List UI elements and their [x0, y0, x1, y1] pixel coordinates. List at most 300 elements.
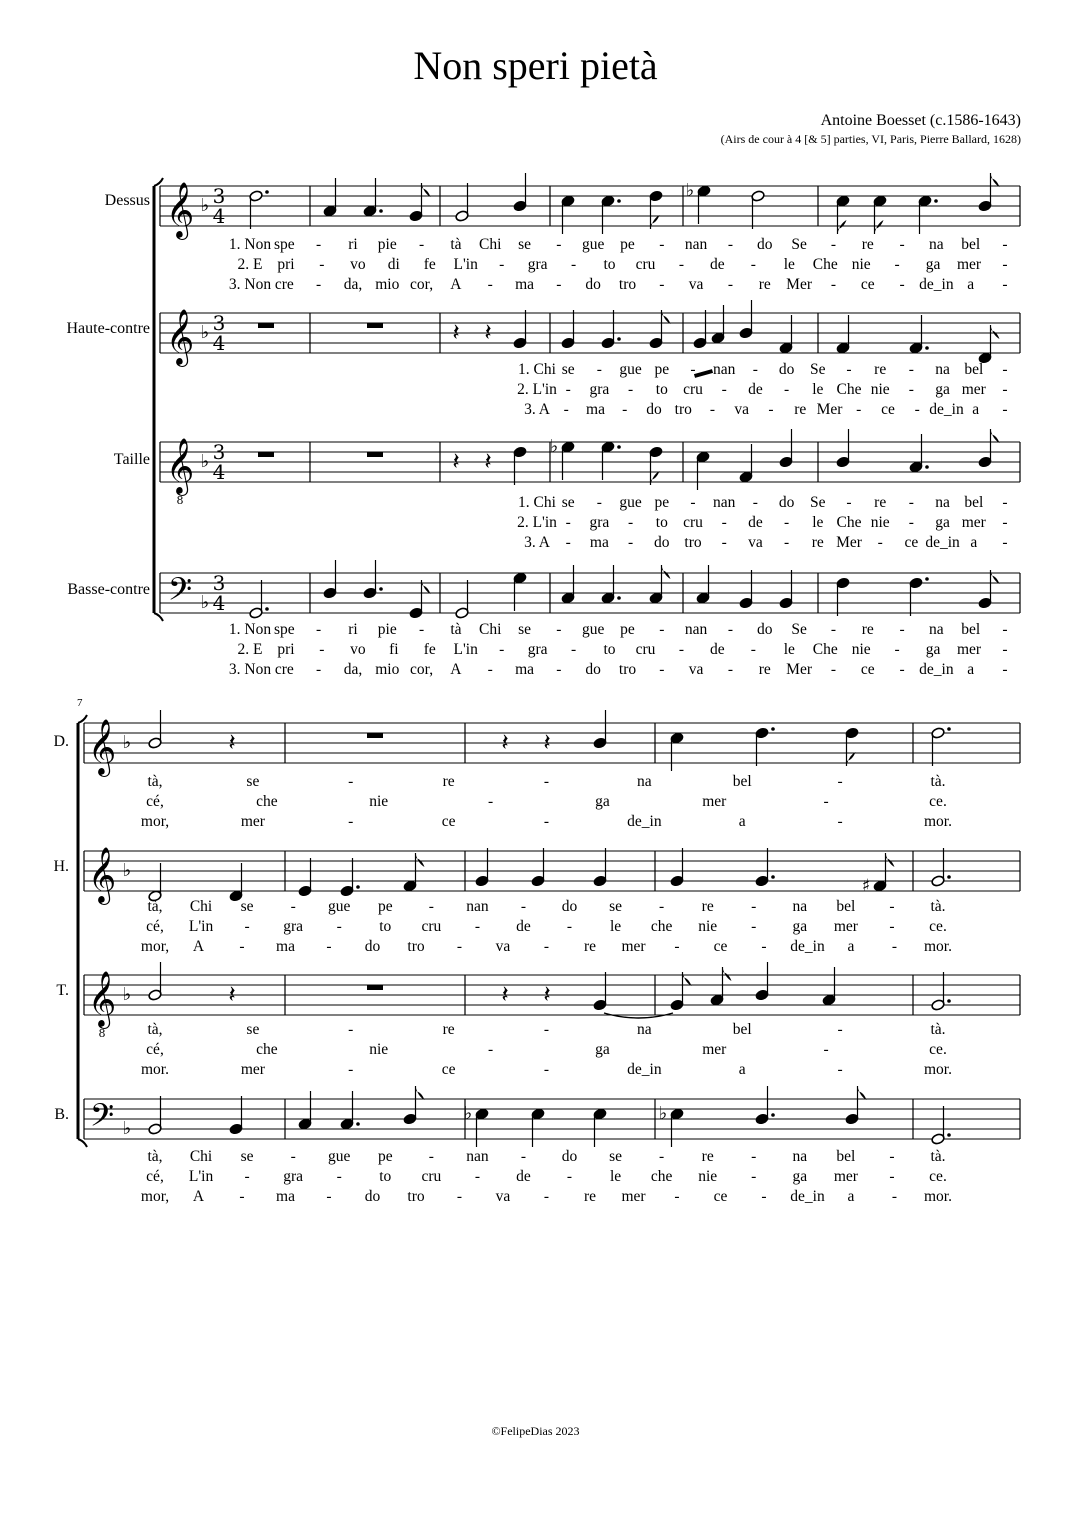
lyric-syllable: Mer	[786, 661, 812, 678]
lyric-syllable: gue	[328, 898, 351, 915]
lyric-syllable: pe	[377, 1148, 393, 1165]
key-signature-flat: ♭	[200, 592, 210, 613]
lyric-syllable: -	[316, 621, 322, 638]
lyric-syllable: nie	[870, 514, 890, 531]
note-flag	[651, 215, 660, 229]
lyric-syllable: de_in	[925, 534, 960, 551]
lyric-syllable: mer	[956, 256, 982, 273]
augmentation-dot	[771, 1113, 775, 1117]
lyric-syllable: de_in	[919, 661, 954, 678]
lyric-syllable: -	[721, 534, 727, 551]
lyric-syllable: tro	[684, 534, 702, 551]
quarter-rest: 𝄽	[501, 728, 509, 756]
augmentation-dot	[379, 587, 383, 591]
lyric-syllable: -	[543, 1021, 550, 1038]
lyric-syllable: -	[674, 1188, 680, 1205]
lyric-syllable: -	[899, 661, 905, 678]
augmentation-dot	[617, 199, 621, 203]
quarter-rest: 𝄽	[484, 447, 492, 475]
lyric-syllable: de_in	[790, 1188, 825, 1205]
lyric-syllable: -	[565, 534, 571, 551]
lyric-syllable: de	[516, 918, 531, 935]
lyric-syllable: se	[518, 621, 531, 638]
augmentation-dot	[925, 465, 929, 469]
lyric-syllable: -	[1002, 236, 1008, 253]
lyric-syllable: -	[239, 1188, 245, 1205]
lyric-syllable: -	[487, 793, 494, 810]
lyric-syllable: -	[628, 534, 634, 551]
bracket-bottom	[154, 613, 163, 621]
lyric-syllable: -	[487, 276, 493, 293]
lyric-syllable: -	[628, 514, 634, 531]
lyric-syllable: gue	[619, 361, 642, 378]
lyric-syllable: mor.	[924, 938, 952, 955]
lyric-syllable: gue	[581, 621, 605, 638]
lyric-syllable: -	[596, 361, 602, 378]
lyric-syllable: cre	[274, 276, 294, 293]
lyric-syllable: va	[734, 401, 750, 418]
lyric-syllable: -	[565, 381, 571, 398]
lyric-syllable: mor,	[140, 1188, 170, 1205]
lyric-syllable: mor,	[140, 813, 170, 830]
lyric-syllable: -	[556, 236, 562, 253]
lyric-syllable: de_in	[627, 813, 662, 830]
lyric-syllable: -	[1002, 621, 1008, 638]
lyric-syllable: re	[874, 494, 887, 511]
lyric-syllable: de	[748, 381, 763, 398]
time-signature-denominator: 4	[212, 331, 226, 355]
lyric-syllable: tà.	[930, 773, 946, 790]
lyric-syllable: -	[837, 1021, 843, 1038]
lyric-syllable: -	[894, 256, 900, 273]
lyric-syllable: tà,	[147, 1148, 163, 1165]
lyric-syllable: -	[290, 1148, 296, 1165]
lyric-syllable: gra	[283, 918, 304, 935]
lyric-syllable: tà,	[147, 898, 163, 915]
key-signature-flat: ♭	[200, 322, 210, 343]
lyric-syllable: A	[192, 1188, 205, 1205]
lyric-syllable: -	[244, 918, 250, 935]
copyright-footer: ©FelipeDias 2023	[491, 1424, 580, 1438]
lyric-syllable: -	[474, 918, 480, 935]
lyric-syllable: -	[1002, 494, 1008, 511]
lyric-syllable: cé,	[146, 1168, 164, 1185]
lyric-syllable: di	[387, 256, 400, 273]
lyric-syllable: L'in	[188, 918, 214, 935]
lyric-syllable: -	[487, 1041, 494, 1058]
lyric-syllable: -	[899, 236, 905, 253]
lyric-syllable: tro	[618, 661, 637, 678]
lyric-syllable: -	[830, 236, 836, 253]
lyric-syllable: -	[1002, 381, 1008, 398]
note-flag	[422, 183, 431, 197]
lyric-syllable: pie	[377, 236, 397, 253]
lyric-syllable: -	[348, 773, 354, 790]
lyric-syllable: -	[830, 661, 836, 678]
lyric-syllable: gue	[619, 494, 642, 511]
lyric-syllable: -	[752, 494, 758, 511]
lyric-syllable: Se	[810, 361, 826, 378]
lyric-syllable: nie	[870, 381, 890, 398]
lyric-syllable: a	[967, 661, 975, 678]
note-flag	[662, 310, 671, 324]
lyric-syllable: va	[688, 661, 704, 678]
lyric-syllable: tro	[407, 938, 425, 955]
lyric-syllable: -	[894, 641, 900, 658]
lyric-syllable: re	[758, 276, 771, 293]
lyric-syllable: ce.	[929, 1041, 947, 1058]
lyric-syllable: do	[646, 401, 662, 418]
lyric-syllable: -	[761, 1188, 767, 1205]
lyric-syllable: na	[935, 494, 950, 511]
key-signature-flat: ♭	[200, 451, 210, 472]
lyric-syllable: -	[244, 1168, 250, 1185]
note-flag	[991, 570, 1000, 584]
lyric-syllable: vo	[350, 641, 366, 658]
lyric-syllable: -	[556, 621, 562, 638]
lyric-syllable: bel	[836, 1148, 856, 1165]
lyric-syllable: a	[847, 938, 855, 955]
flat-sign: ♭	[658, 1103, 668, 1124]
lyric-syllable: ri	[348, 621, 358, 638]
lyric-syllable: de_in	[919, 276, 954, 293]
lyric-syllable: pe	[620, 621, 635, 638]
lyric-syllable: ce	[860, 276, 875, 293]
lyric-syllable: fe	[423, 641, 436, 658]
augmentation-dot	[379, 209, 383, 213]
lyric-syllable: to	[655, 381, 668, 398]
lyric-syllable: se	[240, 898, 254, 915]
lyric-syllable: re	[583, 938, 597, 955]
quarter-rest: 𝄽	[452, 318, 460, 346]
lyric-syllable: 2. E	[237, 641, 263, 658]
lyric-syllable: -	[899, 621, 905, 638]
lyric-syllable: -	[622, 401, 628, 418]
lyric-syllable: cor,	[410, 661, 434, 678]
lyric-syllable: 1. Chi	[518, 361, 556, 378]
lyric-syllable: -	[520, 898, 527, 915]
lyric-syllable: se	[609, 1148, 623, 1165]
lyric-syllable: -	[727, 661, 734, 678]
lyric-syllable: -	[563, 401, 569, 418]
lyric-syllable: ga	[595, 793, 610, 810]
note-flag	[416, 853, 425, 867]
note-flag	[683, 972, 692, 986]
treble-clef: 𝄞	[87, 719, 117, 775]
lyric-syllable: -	[727, 621, 734, 638]
augmentation-dot	[947, 875, 951, 879]
lyric-syllable: le	[783, 641, 795, 658]
lyric-syllable: -	[556, 661, 562, 678]
lyric-syllable: to	[379, 918, 392, 935]
lyric-syllable: mer	[621, 938, 646, 955]
lyric-syllable: se	[561, 494, 575, 511]
lyric-syllable: na	[929, 236, 944, 253]
lyric-syllable: do	[561, 1148, 578, 1165]
lyric-syllable: -	[543, 813, 550, 830]
quarter-rest: 𝄽	[484, 318, 492, 346]
whole-rest	[367, 452, 383, 457]
sharp-sign: ♯	[861, 876, 871, 896]
lyric-syllable: -	[520, 1148, 527, 1165]
lyric-syllable: -	[751, 1168, 757, 1185]
lyric-syllable: ma	[515, 661, 534, 678]
lyric-syllable: ce.	[929, 918, 947, 935]
lyric-syllable: do	[757, 621, 773, 638]
lyric-syllable: -	[856, 401, 862, 418]
lyric-syllable: Se	[791, 236, 807, 253]
note-flag	[858, 1086, 867, 1100]
lyric-syllable: -	[877, 534, 883, 551]
lyric-syllable: tro	[407, 1188, 425, 1205]
augmentation-dot	[356, 885, 360, 889]
lyric-syllable: -	[1002, 256, 1008, 273]
lyric-syllable: va	[495, 1188, 511, 1205]
lyric-syllable: -	[837, 773, 843, 790]
lyric-syllable: pie	[377, 621, 397, 638]
lyric-syllable: se	[246, 773, 260, 790]
lyric-syllable: -	[570, 641, 577, 658]
augmentation-dot	[771, 727, 775, 731]
note-flag	[991, 429, 1000, 443]
whole-rest	[367, 985, 383, 990]
lyric-syllable: cru	[683, 514, 703, 531]
treble-clef: 𝄞	[87, 847, 117, 903]
lyric-syllable: -	[348, 1061, 354, 1078]
lyric-syllable: L'in	[453, 641, 478, 658]
page-title: Non speri pietà	[413, 43, 658, 88]
lyric-syllable: re	[442, 773, 455, 790]
lyric-syllable: gue	[328, 1148, 351, 1165]
lyric-syllable: -	[1002, 534, 1008, 551]
lyric-syllable: -	[499, 641, 505, 658]
lyric-syllable: nie	[369, 793, 389, 810]
lyric-syllable: nie	[698, 918, 718, 935]
lyric-syllable: pe	[620, 236, 635, 253]
augmentation-dot	[934, 199, 938, 203]
lyric-syllable: to	[603, 256, 616, 273]
lyric-syllable: ma	[589, 534, 609, 551]
lyric-syllable: mer	[961, 514, 986, 531]
lyric-syllable: -	[678, 256, 685, 273]
lyric-syllable: mor.	[924, 813, 952, 830]
lyric-syllable: nie	[698, 1168, 718, 1185]
lyric-syllable: do	[654, 534, 670, 551]
source-credit: (Airs de cour à 4 [& 5] parties, VI, Paris, Pierre Ballard, 1628)	[720, 132, 1021, 146]
lyric-syllable: na	[792, 898, 808, 915]
augmentation-dot	[947, 1133, 951, 1137]
lyric-syllable: na	[935, 361, 950, 378]
treble-clef: 𝄞	[87, 971, 117, 1027]
lyric-syllable: -	[628, 381, 634, 398]
lyric-syllable: tà	[450, 236, 462, 253]
note-flag	[847, 752, 856, 766]
lyric-syllable: -	[908, 494, 914, 511]
lyric-syllable: na	[792, 1148, 808, 1165]
lyric-syllable: ri	[348, 236, 358, 253]
key-signature-flat: ♭	[122, 984, 132, 1005]
lyric-syllable: nan	[712, 494, 736, 511]
lyric-syllable: to	[655, 514, 668, 531]
lyric-syllable: -	[889, 1168, 895, 1185]
lyric-syllable: re	[701, 898, 714, 915]
lyric-syllable: -	[690, 494, 696, 511]
lyric-syllable: 2. L'in	[517, 381, 557, 398]
lyric-syllable: -	[570, 256, 577, 273]
augmentation-dot	[617, 445, 621, 449]
lyric-syllable: cru	[421, 1168, 442, 1185]
lyric-syllable: nie	[369, 1041, 389, 1058]
time-signature-denominator: 4	[212, 591, 226, 615]
lyric-syllable: -	[659, 621, 665, 638]
quarter-rest: 𝄽	[543, 980, 551, 1008]
quarter-rest: 𝄽	[228, 980, 236, 1008]
lyric-syllable: -	[326, 1188, 332, 1205]
note-flag	[723, 967, 732, 981]
lyric-syllable: tà.	[930, 1021, 946, 1038]
lyric-syllable: -	[290, 898, 296, 915]
lyric-syllable: a	[738, 1061, 746, 1078]
lyric-syllable: mer	[833, 918, 858, 935]
lyric-syllable: che	[256, 793, 278, 810]
lyric-syllable: mer	[961, 381, 986, 398]
lyric-syllable: tà.	[930, 1148, 946, 1165]
lyric-syllable: -	[674, 938, 680, 955]
quarter-rest: 𝄽	[543, 728, 551, 756]
lyric-syllable: do	[778, 494, 795, 511]
lyric-syllable: ma	[515, 276, 534, 293]
lyric-syllable: do	[585, 661, 601, 678]
lyric-syllable: do	[364, 1188, 381, 1205]
bracket-bottom	[78, 1139, 87, 1147]
part-abbr-dessus: D.	[53, 733, 69, 750]
lyric-syllable: de	[710, 256, 725, 273]
lyric-syllable: -	[889, 1148, 895, 1165]
lyric-syllable: va	[495, 938, 511, 955]
whole-rest	[367, 323, 383, 328]
lyric-syllable: che	[256, 1041, 278, 1058]
lyric-syllable: -	[556, 276, 562, 293]
key-signature-flat: ♭	[122, 860, 132, 881]
lyric-syllable: -	[319, 641, 325, 658]
lyric-syllable: -	[596, 494, 602, 511]
lyric-syllable: na	[637, 773, 652, 790]
lyric-syllable: Chi	[479, 236, 502, 253]
lyric-syllable: Che	[812, 256, 838, 273]
lyric-syllable: ga	[925, 256, 941, 273]
lyric-syllable: tro	[618, 276, 637, 293]
lyric-syllable: a	[847, 1188, 855, 1205]
augmentation-dot	[617, 596, 621, 600]
augmentation-dot	[265, 607, 269, 611]
time-signature-numerator: 3	[212, 184, 226, 208]
bass-clef: 𝄢	[167, 571, 193, 615]
lyric-syllable: -	[761, 938, 767, 955]
lyric-syllable: va	[748, 534, 763, 551]
lyric-syllable: -	[428, 1148, 434, 1165]
lyric-syllable: -	[908, 361, 914, 378]
lyric-syllable: mor,	[140, 938, 170, 955]
lyric-syllable: gra	[527, 641, 548, 658]
augmentation-dot	[265, 190, 269, 194]
lyric-syllable: tà,	[147, 773, 163, 790]
augmentation-dot	[771, 875, 775, 879]
lyric-syllable: 3. A	[524, 401, 550, 418]
lyric-syllable: -	[914, 401, 920, 418]
lyric-syllable: pe	[377, 898, 393, 915]
lyric-syllable: cé,	[146, 918, 164, 935]
part-abbr-haute-contre: H.	[53, 858, 69, 875]
whole-rest	[258, 323, 274, 328]
lyric-syllable: -	[768, 401, 774, 418]
lyric-syllable: -	[316, 276, 322, 293]
flat-sign: ♭	[685, 180, 695, 201]
lyric-syllable: mer	[833, 1168, 858, 1185]
lyric-syllable: re	[442, 1021, 455, 1038]
whole-rest	[367, 733, 383, 738]
lyric-syllable: 3. Non	[228, 661, 272, 678]
lyric-syllable: fi	[389, 641, 399, 658]
lyric-syllable: cru	[683, 381, 703, 398]
time-signature-numerator: 3	[212, 440, 226, 464]
bracket-top	[154, 178, 163, 186]
lyric-syllable: 2. L'in	[517, 514, 557, 531]
lyric-syllable: -	[474, 1168, 480, 1185]
lyric-syllable: mer	[702, 793, 727, 810]
lyric-syllable: to	[379, 1168, 392, 1185]
lyric-syllable: -	[543, 938, 550, 955]
lyric-syllable: ce	[713, 938, 728, 955]
lyric-syllable: bel	[961, 236, 981, 253]
lyric-syllable: mer	[621, 1188, 646, 1205]
lyric-syllable: ma	[586, 401, 605, 418]
lyric-syllable: se	[561, 361, 575, 378]
lyric-syllable: Che	[836, 381, 862, 398]
lyric-syllable: bel	[961, 621, 981, 638]
time-signature-numerator: 3	[212, 571, 226, 595]
time-signature-denominator: 4	[212, 460, 226, 484]
lyric-syllable: se	[518, 236, 531, 253]
lyric-syllable: -	[348, 1021, 354, 1038]
lyric-syllable: cor,	[410, 276, 434, 293]
octave-marker: 8	[98, 1027, 106, 1040]
lyric-syllable: cru	[421, 918, 442, 935]
lyric-syllable: to	[603, 641, 616, 658]
note-flag	[422, 580, 431, 594]
lyric-syllable: Che	[812, 641, 838, 658]
lyric-syllable: mer	[240, 813, 265, 830]
lyric-syllable: se	[240, 1148, 254, 1165]
lyric-syllable: nan	[712, 361, 736, 378]
part-name-dessus: Dessus	[104, 192, 150, 209]
part-name-haute-contre: Haute-contre	[66, 320, 150, 337]
lyric-syllable: -	[889, 918, 895, 935]
augmentation-dot	[947, 727, 951, 731]
treble-clef: 𝄞	[165, 438, 195, 494]
lyric-syllable: na	[929, 621, 944, 638]
lyric-syllable: le	[783, 256, 795, 273]
quarter-rest: 𝄽	[228, 728, 236, 756]
lyric-syllable: -	[336, 1168, 342, 1185]
lyric-syllable: pe	[654, 494, 670, 511]
lyric-syllable: re	[794, 401, 807, 418]
note-flag	[991, 173, 1000, 187]
note-flag	[875, 220, 884, 234]
lyric-syllable: -	[326, 938, 332, 955]
flat-sign: ♭	[463, 1103, 473, 1124]
lyric-syllable: ga	[792, 918, 808, 935]
lyric-syllable: -	[709, 401, 716, 418]
